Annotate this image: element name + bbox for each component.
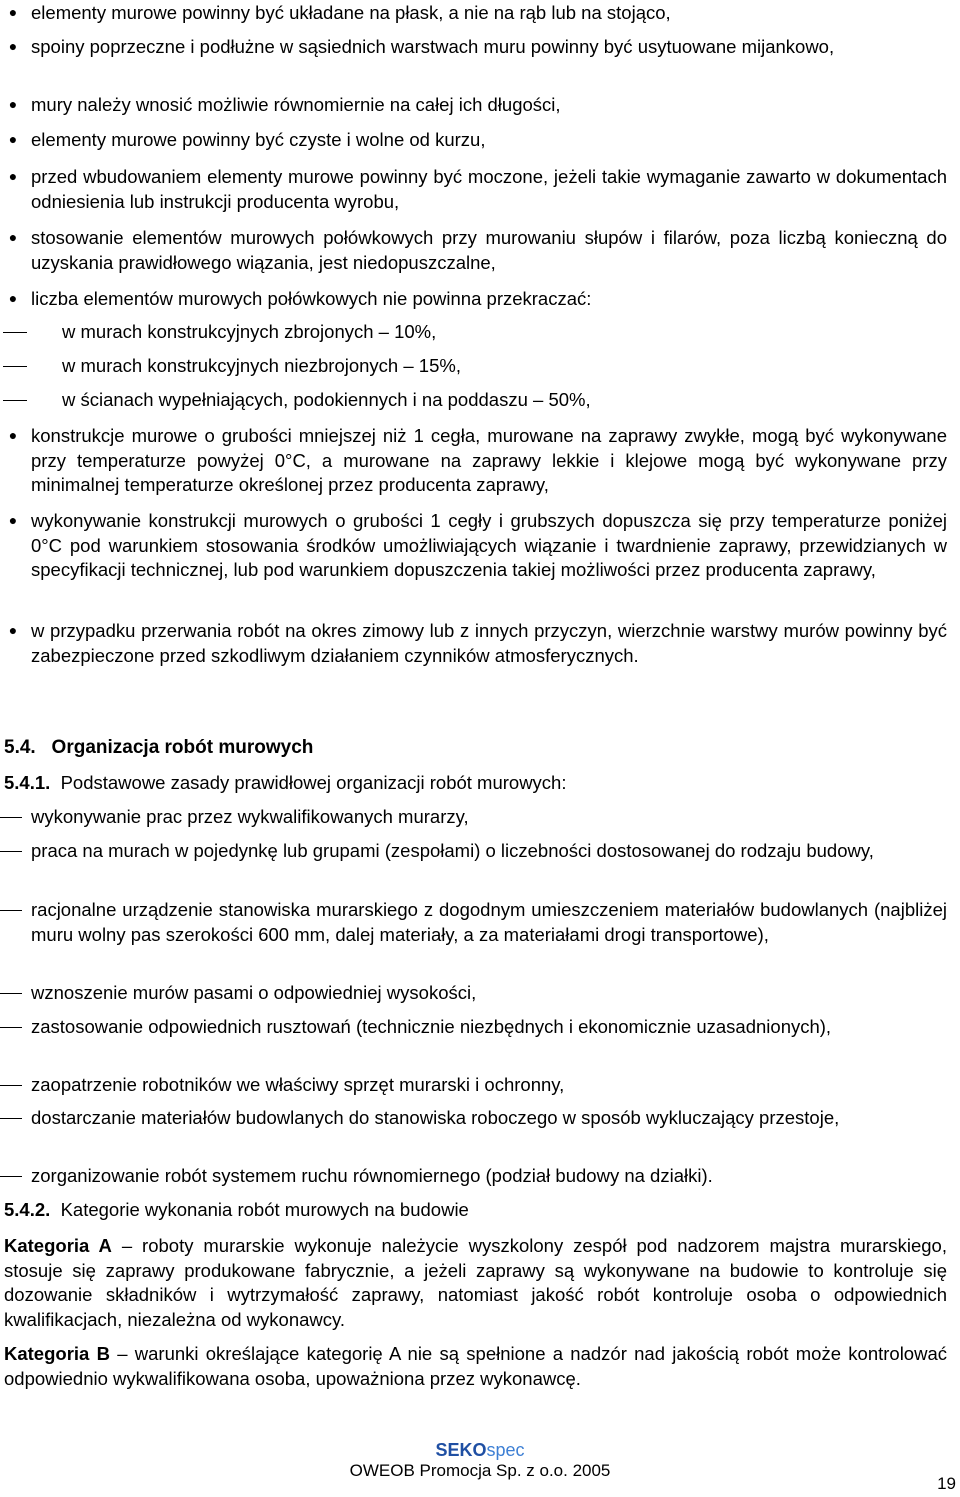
dash-icon xyxy=(3,400,27,401)
sub-list-item-text: w ścianach wypełniających, podokiennych i na poddaszu – 50%, xyxy=(62,389,591,410)
bullet-icon: ● xyxy=(8,512,18,528)
dash-icon xyxy=(0,817,22,818)
list-item-text: wykonywanie prac przez wykwalifikowanych murarzy, xyxy=(31,806,469,827)
brand-logo xyxy=(435,1440,524,1460)
section-number: 5.4. xyxy=(4,737,36,758)
subsection-number: 5.4.1. xyxy=(4,772,51,793)
dash-icon xyxy=(0,851,22,852)
dash-icon xyxy=(0,1176,22,1177)
list-item-text: konstrukcje murowe o grubości mniejszej niż 1 cegła, murowane na zaprawy zwykłe, mogą być wykonywane przy temperaturze powyżej 0°C, a murowane na zaprawy lekkie i klejowe mogą być wykonywane przy minimalnej temperaturze określonej przez producenta zaprawy, xyxy=(31,425,947,496)
bullet-icon: ● xyxy=(8,131,18,147)
bullet-icon: ● xyxy=(8,427,18,443)
bullet-icon: ● xyxy=(8,229,18,245)
footer-company: OWEOB Promocja Sp. z o.o. 2005 xyxy=(349,1461,611,1480)
list-item-text: spoiny poprzeczne i podłużne w sąsiednich warstwach muru powinny być usytuowane mijankowo, xyxy=(31,36,835,57)
category-a-text: – roboty murarskie wykonuje należycie wyszkolony zespół pod nadzorem majstra murarskiego, stosuje się zaprawy produkowane fabrycznie, a jeżeli zaprawy są wykonywane na budowie to kontroluje się dozowanie składników i wytrzymałość zaprawy, natomiast jakość robót kontroluje osoba o odpowiednich kwalifikacjach, niezależna od wykonawcy. xyxy=(4,1235,947,1330)
brand-logo-a: SEKO xyxy=(435,1440,487,1460)
bullet-icon: ● xyxy=(8,290,18,306)
bullet-icon: ● xyxy=(8,168,18,184)
dash-icon xyxy=(3,366,27,367)
subsection-heading xyxy=(4,771,566,796)
list-item-text: stosowanie elementów murowych połówkowych przy murowaniu słupów i filarów, poza liczbą konieczną do uzyskania prawidłowego wiązania, jest niedopuszczalne, xyxy=(31,227,947,273)
page-number: 19 xyxy=(937,1474,956,1493)
list-item-text: przed wbudowaniem elementy murowe powinny być moczone, jeżeli takie wymaganie zawarto w dokumentach odniesienia lub instrukcji producenta wyrobu, xyxy=(31,166,947,212)
list-item-text: praca na murach w pojedynkę lub grupami (zespołami) o liczebności dostosowanej do rodzaju budowy, xyxy=(31,840,874,861)
list-item-text: elementy murowe powinny być układane na płask, a nie na rąb lub na stojąco, xyxy=(31,2,671,23)
list-item-text: zaopatrzenie robotników we właściwy sprzęt murarski i ochronny, xyxy=(31,1074,565,1095)
brand-logo-b: spec xyxy=(486,1440,525,1460)
sub-list-item-text: w murach konstrukcyjnych niezbrojonych – 15%, xyxy=(62,355,461,376)
dash-icon xyxy=(0,910,22,911)
sub-list-item-text: w murach konstrukcyjnych zbrojonych – 10%, xyxy=(62,321,437,342)
dash-icon xyxy=(0,1027,22,1028)
subsection-number: 5.4.2. xyxy=(4,1199,51,1220)
section-heading xyxy=(4,736,313,761)
bullet-icon: ● xyxy=(8,38,18,54)
list-item-text: racjonalne urządzenie stanowiska murarskiego z dogodnym umieszczeniem materiałów budowlanych (najbliżej muru wolny pas szerokości 600 mm, dalej materiały, a za materiałami drogi transportowe), xyxy=(31,899,947,945)
dash-icon xyxy=(3,332,27,333)
category-b-paragraph xyxy=(4,1342,947,1391)
category-a-paragraph xyxy=(4,1234,947,1332)
list-item-text: mury należy wnosić możliwie równomiernie na całej ich długości, xyxy=(31,94,561,115)
category-a-label: Kategoria A xyxy=(4,1235,112,1256)
subsection-title: Kategorie wykonania robót murowych na budowie xyxy=(60,1199,469,1220)
list-item-text: w przypadku przerwania robót na okres zimowy lub z innych przyczyn, wierzchnie warstwy murów powinny być zabezpieczone przed szkodliwym działaniem czynników atmosferycznych. xyxy=(31,620,947,666)
bullet-icon: ● xyxy=(8,4,18,20)
subsection-heading xyxy=(4,1198,469,1223)
list-item-text: dostarczanie materiałów budowlanych do stanowiska roboczego w sposób wykluczający przestoje, xyxy=(31,1107,840,1128)
dash-icon xyxy=(0,1118,22,1119)
category-b-label: Kategoria B xyxy=(4,1343,110,1364)
list-item-text: liczba elementów murowych połówkowych nie powinna przekraczać: xyxy=(31,288,592,309)
subsection-title: Podstawowe zasady prawidłowej organizacji robót murowych: xyxy=(60,772,567,793)
list-item-text: zastosowanie odpowiednich rusztowań (technicznie niezbędnych i ekonomicznie uzasadnionych), xyxy=(31,1016,832,1037)
category-b-text: – warunki określające kategorię A nie są spełnione a nadzór nad jakością robót może kontrolować odpowiednio wykwalifikowana osoba, upoważniona przez wykonawcę. xyxy=(4,1343,947,1389)
dash-icon xyxy=(0,1085,22,1086)
list-item-text: wykonywanie konstrukcji murowych o grubości 1 cegły i grubszych dopuszcza się przy temperaturze poniżej 0°C pod warunkiem stosowania środków umożliwiających wiązanie i twardnienie zaprawy, przewidzianych w specyfikacji technicznej, lub pod warunkiem dopuszczenia takiej możliwości przez producenta zaprawy, xyxy=(31,510,947,581)
list-item-text: elementy murowe powinny być czyste i wolne od kurzu, xyxy=(31,129,486,150)
dash-icon xyxy=(0,993,22,994)
list-item-text: zorganizowanie robót systemem ruchu równomiernego (podział budowy na działki). xyxy=(31,1165,713,1186)
bullet-icon: ● xyxy=(8,96,18,112)
section-title: Organizacja robót murowych xyxy=(51,737,314,758)
bullet-icon: ● xyxy=(8,622,18,638)
list-item-text: wznoszenie murów pasami o odpowiedniej wysokości, xyxy=(31,982,477,1003)
